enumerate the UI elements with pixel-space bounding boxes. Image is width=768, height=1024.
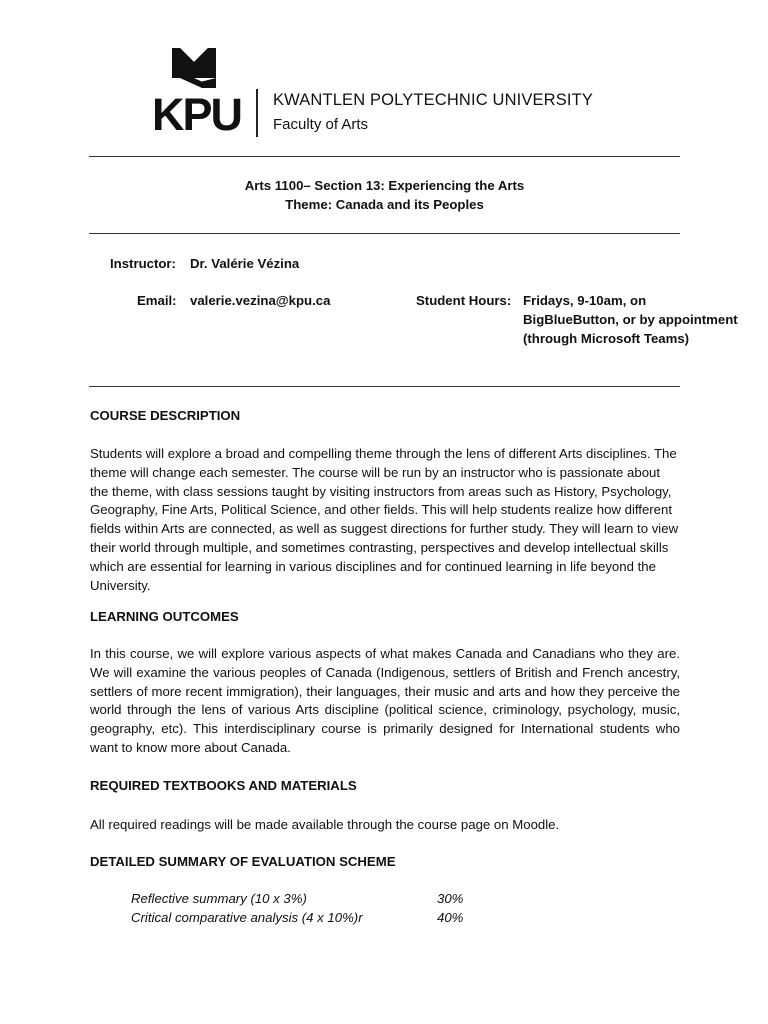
- email-value[interactable]: valerie.vezina@kpu.ca: [190, 293, 331, 308]
- kpu-logo-icon: [150, 44, 250, 136]
- course-description-heading: COURSE DESCRIPTION: [90, 408, 241, 423]
- learning-outcomes-heading: LEARNING OUTCOMES: [90, 609, 239, 624]
- textbooks-heading: REQUIRED TEXTBOOKS AND MATERIALS: [90, 778, 357, 793]
- evaluation-weight: 30%: [437, 891, 464, 906]
- course-description-text: Students will explore a broad and compelling theme through the lens of different Arts disciplines. The theme will change each semester. The course will be run by an instructor who is passionate about the theme, with class sessions taught by visiting instructors from areas such as History, Psychology, Geography, Fine Arts, Political Science, and other fields. This will help students realize how different fields within Arts are connected, as well as suggest directions for further study. They will learn to view their world through multiple, and sometimes contrasting, perspectives and develop intellectual skills which are essential for learning in various disciplines and for continued learning in life beyond the University.: [90, 446, 679, 593]
- instructor-label: Instructor:: [110, 256, 176, 271]
- course-title: Arts 1100– Section 13: Experiencing the Arts: [244, 178, 525, 193]
- top-rule: [89, 156, 680, 157]
- evaluation-item: Reflective summary (10 x 3%): [131, 891, 307, 906]
- faculty-name: Faculty of Arts: [273, 116, 369, 133]
- university-header: [150, 44, 630, 144]
- student-hours-value: Fridays, 9-10am, on BigBlueButton, or by appointment (through Microsoft Teams): [523, 293, 738, 346]
- contact-rule: [89, 386, 680, 387]
- title-rule: [89, 233, 680, 234]
- evaluation-item: Critical comparative analysis (4 x 10%)r: [131, 910, 363, 925]
- student-hours-label: Student Hours:: [416, 293, 512, 308]
- textbooks-text: All required readings will be made available through the course page on Moodle.: [90, 817, 560, 832]
- instructor-value: Dr. Valérie Vézina: [190, 256, 300, 271]
- email-label: Email:: [137, 293, 177, 308]
- course-theme: Theme: Canada and its Peoples: [285, 197, 484, 212]
- university-name: KWANTLEN POLYTECHNIC UNIVERSITY: [273, 91, 594, 109]
- svg-text:KPU: KPU: [152, 89, 242, 136]
- header-divider: [256, 89, 258, 137]
- evaluation-weight: 40%: [437, 910, 464, 925]
- learning-outcomes-text: In this course, we will explore various aspects of what makes Canada and Canadians who they are. We will examine the various peoples of Canada (Indigenous, settlers of British and French ancestry, settlers of more recent immigration), their languages, their music and arts and how they perceive the world through the lens of various Arts discipline (political science, criminology, psychology, music, geography, etc). This interdisciplinary course is primarily designed for International students who want to know more about Canada.: [90, 646, 680, 755]
- evaluation-heading: DETAILED SUMMARY OF EVALUATION SCHEME: [90, 854, 396, 869]
